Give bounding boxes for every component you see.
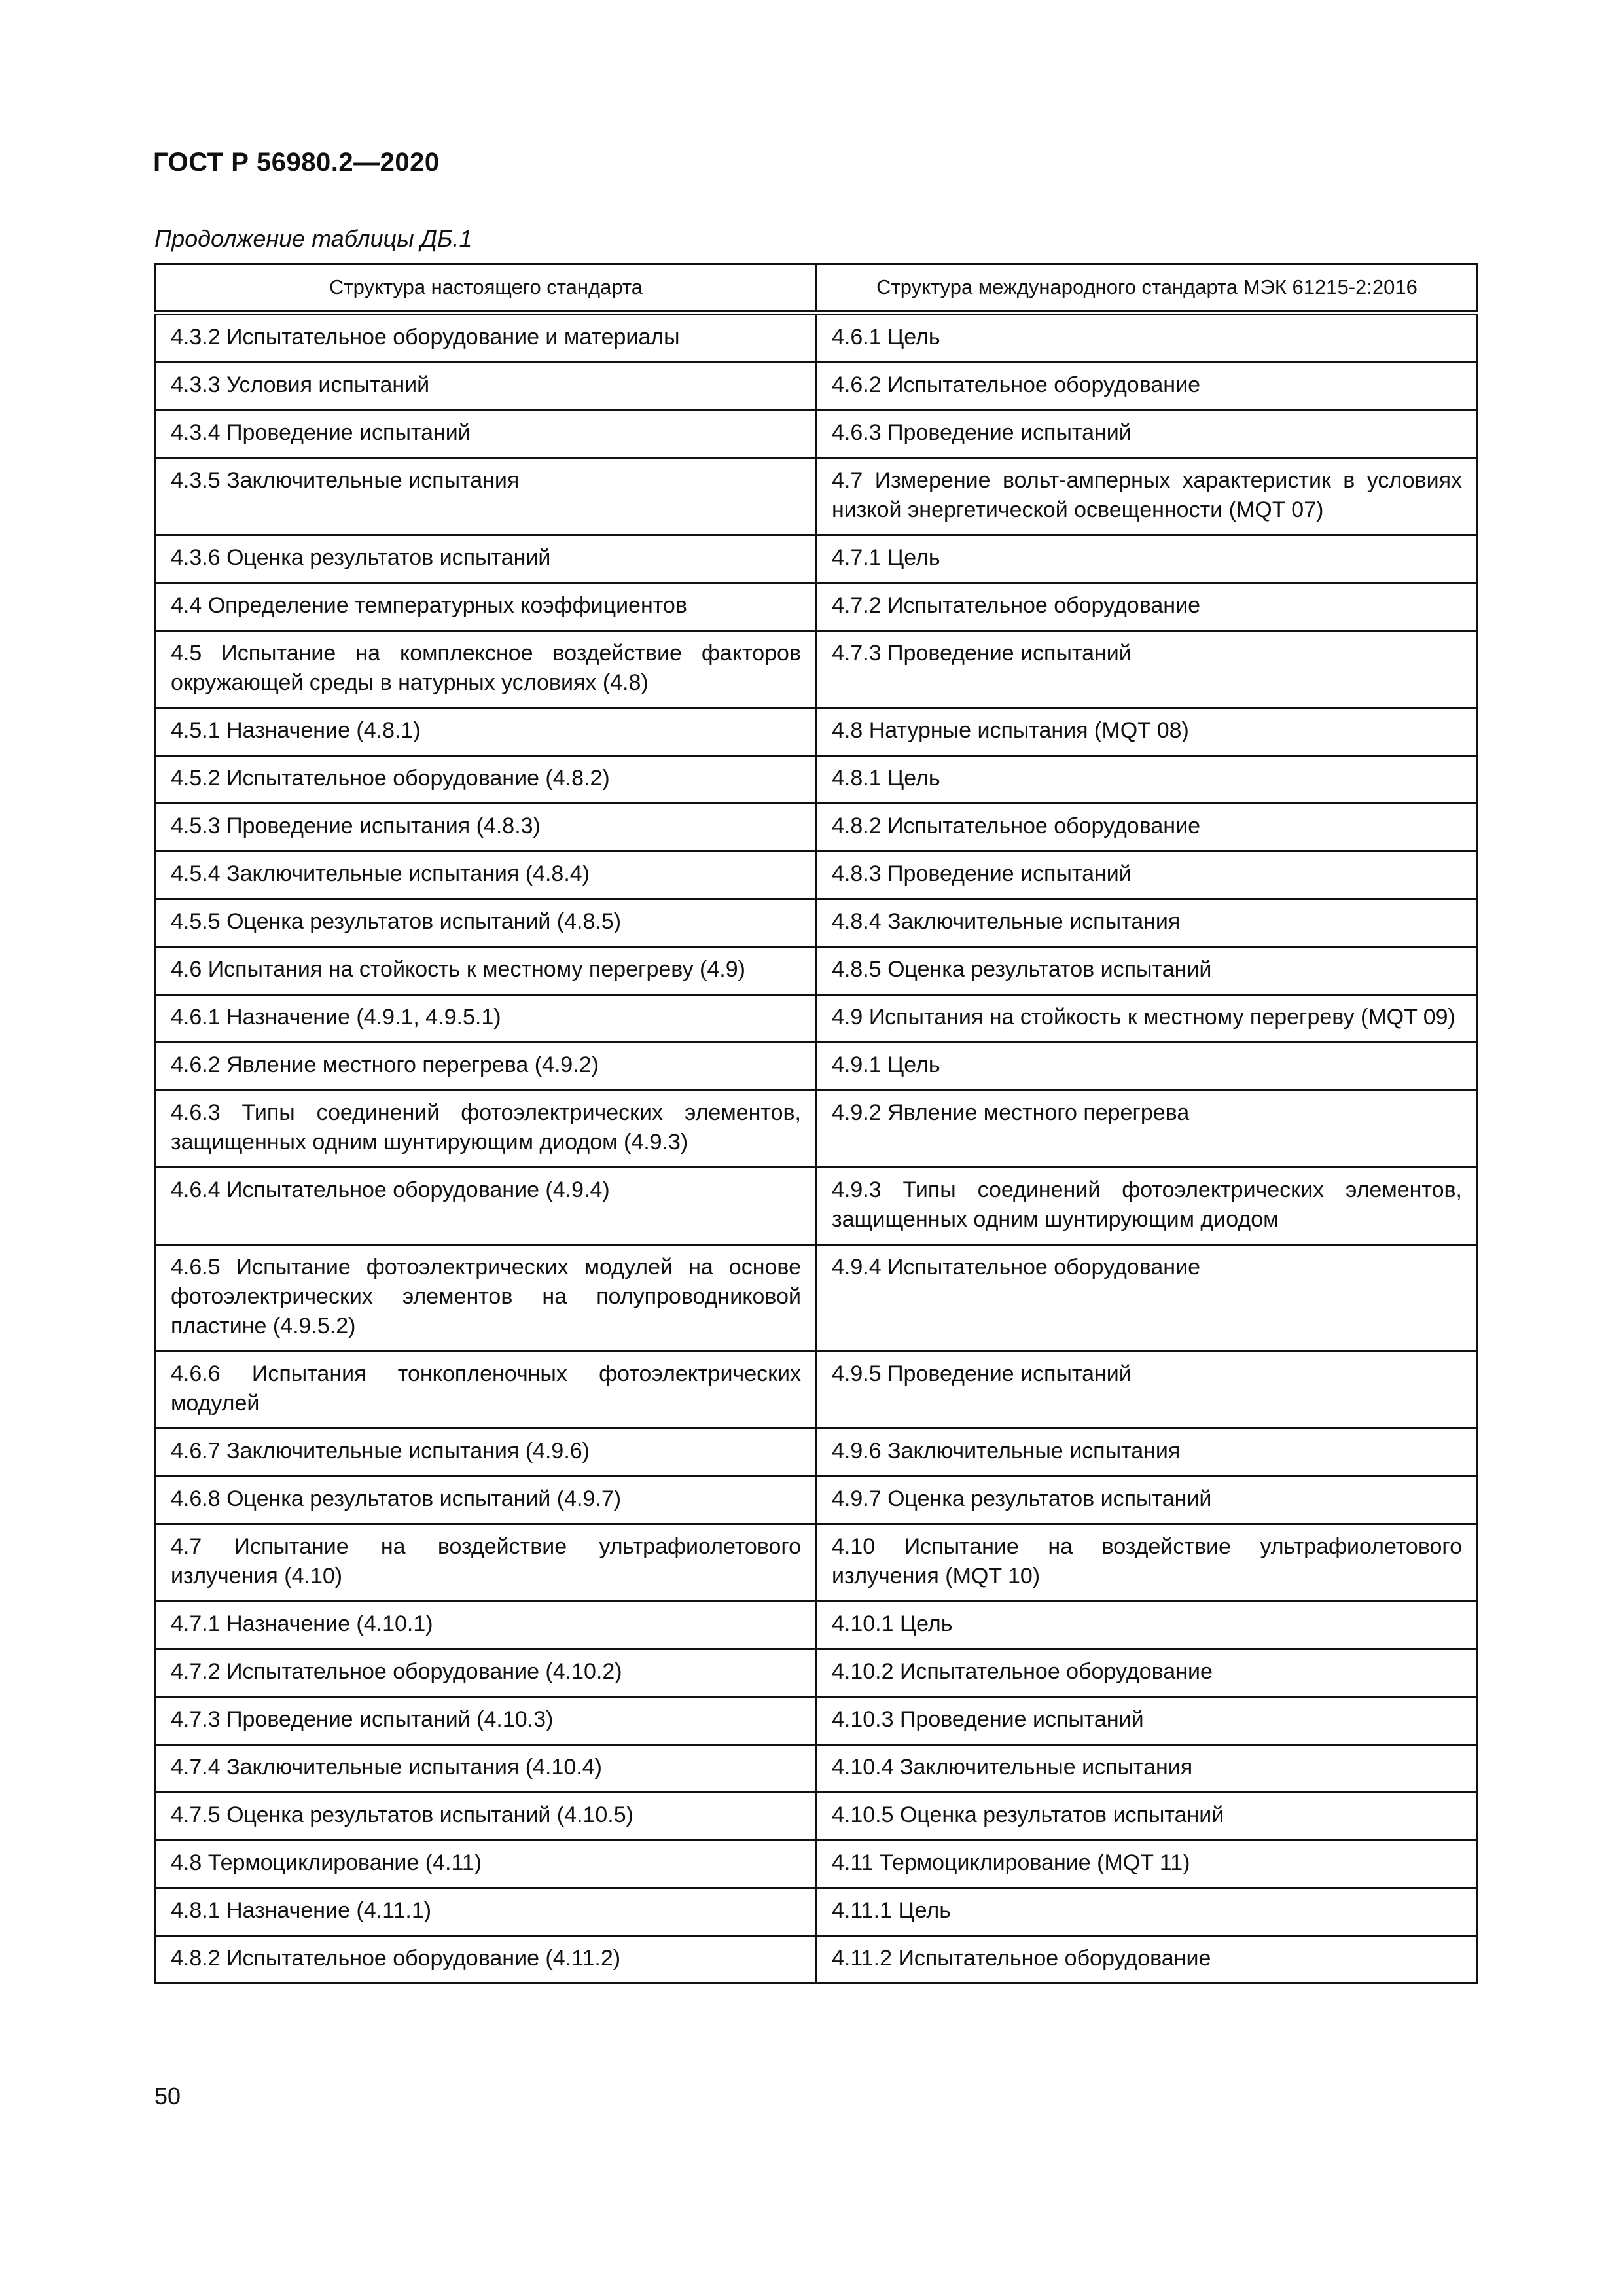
international-section-cell: 4.8.5 Оценка результатов испытаний [817, 947, 1478, 995]
international-section-cell: 4.10 Испытание на воздействие ультрафиолетового излучения (MQT 10) [817, 1524, 1478, 1602]
national-section-cell: 4.6.6 Испытания тонкопленочных фотоэлектрических модулей [156, 1352, 817, 1429]
international-section-cell: 4.9.3 Типы соединений фотоэлектрических элементов, защищенных одним шунтирующим диодом [817, 1168, 1478, 1245]
international-section-cell: 4.8.3 Проведение испытаний [817, 852, 1478, 899]
national-section-cell: 4.7 Испытание на воздействие ультрафиолетового излучения (4.10) [156, 1524, 817, 1602]
table-row [156, 1888, 1478, 1936]
table-row [156, 1168, 1478, 1245]
international-section-cell: 4.8 Натурные испытания (MQT 08) [817, 708, 1478, 756]
national-section-cell: 4.8 Термоциклирование (4.11) [156, 1840, 817, 1888]
national-section-cell: 4.3.2 Испытательное оборудование и материалы [156, 313, 817, 363]
national-section-cell: 4.6.8 Оценка результатов испытаний (4.9.7) [156, 1477, 817, 1524]
national-section-cell: 4.3.4 Проведение испытаний [156, 410, 817, 458]
table-row [156, 1840, 1478, 1888]
national-section-cell: 4.8.2 Испытательное оборудование (4.11.2) [156, 1936, 817, 1984]
table-row [156, 583, 1478, 631]
international-section-cell: 4.10.5 Оценка результатов испытаний [817, 1793, 1478, 1840]
table-body [156, 313, 1478, 1984]
national-section-cell: 4.3.3 Условия испытаний [156, 363, 817, 410]
international-section-cell: 4.9.1 Цель [817, 1043, 1478, 1090]
national-section-cell: 4.5.4 Заключительные испытания (4.8.4) [156, 852, 817, 899]
international-section-cell: 4.10.1 Цель [817, 1602, 1478, 1649]
table-row [156, 852, 1478, 899]
international-section-cell: 4.9.7 Оценка результатов испытаний [817, 1477, 1478, 1524]
national-section-cell: 4.6 Испытания на стойкость к местному перегреву (4.9) [156, 947, 817, 995]
table-row [156, 1602, 1478, 1649]
international-section-cell: 4.7 Измерение вольт-амперных характеристик в условиях низкой энергетической освещенности (MQT 07) [817, 458, 1478, 535]
table-row [156, 708, 1478, 756]
national-section-cell: 4.3.6 Оценка результатов испытаний [156, 535, 817, 583]
international-section-cell: 4.10.3 Проведение испытаний [817, 1697, 1478, 1745]
national-section-cell: 4.5.5 Оценка результатов испытаний (4.8.5) [156, 899, 817, 947]
international-section-cell: 4.8.1 Цель [817, 756, 1478, 804]
table-row [156, 1043, 1478, 1090]
international-section-cell: 4.6.2 Испытательное оборудование [817, 363, 1478, 410]
international-section-cell: 4.11.1 Цель [817, 1888, 1478, 1936]
table-row [156, 410, 1478, 458]
national-section-cell: 4.7.4 Заключительные испытания (4.10.4) [156, 1745, 817, 1793]
national-section-cell: 4.6.1 Назначение (4.9.1, 4.9.5.1) [156, 995, 817, 1043]
international-section-cell: 4.6.3 Проведение испытаний [817, 410, 1478, 458]
international-section-cell: 4.10.4 Заключительные испытания [817, 1745, 1478, 1793]
table-row [156, 1429, 1478, 1477]
international-section-cell: 4.9.2 Явление местного перегрева [817, 1090, 1478, 1168]
national-section-cell: 4.6.5 Испытание фотоэлектрических модулей на основе фотоэлектрических элементов на полупроводниковой пластине (4.9.5.2) [156, 1245, 817, 1352]
international-section-cell: 4.7.3 Проведение испытаний [817, 631, 1478, 708]
national-section-cell: 4.7.5 Оценка результатов испытаний (4.10.5) [156, 1793, 817, 1840]
national-section-cell: 4.7.2 Испытательное оборудование (4.10.2) [156, 1649, 817, 1697]
international-section-cell: 4.7.2 Испытательное оборудование [817, 583, 1478, 631]
national-section-cell: 4.3.5 Заключительные испытания [156, 458, 817, 535]
national-section-cell: 4.7.3 Проведение испытаний (4.10.3) [156, 1697, 817, 1745]
table-row [156, 1745, 1478, 1793]
document-code: ГОСТ Р 56980.2—2020 [153, 148, 440, 177]
national-section-cell: 4.6.7 Заключительные испытания (4.9.6) [156, 1429, 817, 1477]
table-row [156, 756, 1478, 804]
table-row [156, 363, 1478, 410]
national-section-cell: 4.6.4 Испытательное оборудование (4.9.4) [156, 1168, 817, 1245]
table-row [156, 1524, 1478, 1602]
comparison-table [154, 263, 1478, 1984]
national-section-cell: 4.6.3 Типы соединений фотоэлектрических элементов, защищенных одним шунтирующим диодом (4.9.3) [156, 1090, 817, 1168]
international-section-cell: 4.11 Термоциклирование (MQT 11) [817, 1840, 1478, 1888]
international-section-cell: 4.9.6 Заключительные испытания [817, 1429, 1478, 1477]
national-section-cell: 4.5.3 Проведение испытания (4.8.3) [156, 804, 817, 852]
table-row [156, 995, 1478, 1043]
national-section-cell: 4.5.1 Назначение (4.8.1) [156, 708, 817, 756]
national-section-cell: 4.4 Определение температурных коэффициентов [156, 583, 817, 631]
national-section-cell: 4.5.2 Испытательное оборудование (4.8.2) [156, 756, 817, 804]
international-section-cell: 4.9.4 Испытательное оборудование [817, 1245, 1478, 1352]
column-header-national: Структура настоящего стандарта [156, 264, 817, 313]
table-row [156, 1697, 1478, 1745]
national-section-cell: 4.5 Испытание на комплексное воздействие факторов окружающей среды в натурных условиях (4.8) [156, 631, 817, 708]
national-section-cell: 4.7.1 Назначение (4.10.1) [156, 1602, 817, 1649]
table-caption: Продолжение таблицы ДБ.1 [154, 225, 473, 252]
comparison-table-wrapper [154, 263, 1476, 1984]
table-header-row [156, 264, 1478, 313]
international-section-cell: 4.6.1 Цель [817, 313, 1478, 363]
table-row [156, 535, 1478, 583]
international-section-cell: 4.8.4 Заключительные испытания [817, 899, 1478, 947]
table-row [156, 313, 1478, 363]
table-row [156, 1793, 1478, 1840]
table-row [156, 631, 1478, 708]
national-section-cell: 4.8.1 Назначение (4.11.1) [156, 1888, 817, 1936]
international-section-cell: 4.7.1 Цель [817, 535, 1478, 583]
table-row [156, 1352, 1478, 1429]
international-section-cell: 4.10.2 Испытательное оборудование [817, 1649, 1478, 1697]
table-row [156, 458, 1478, 535]
international-section-cell: 4.11.2 Испытательное оборудование [817, 1936, 1478, 1984]
table-row [156, 1245, 1478, 1352]
national-section-cell: 4.6.2 Явление местного перегрева (4.9.2) [156, 1043, 817, 1090]
table-row [156, 947, 1478, 995]
international-section-cell: 4.9 Испытания на стойкость к местному перегреву (MQT 09) [817, 995, 1478, 1043]
table-row [156, 1936, 1478, 1984]
column-header-international: Структура международного стандарта МЭК 61215-2:2016 [817, 264, 1478, 313]
table-row [156, 1477, 1478, 1524]
table-row [156, 1090, 1478, 1168]
table-row [156, 899, 1478, 947]
page-number: 50 [154, 2083, 181, 2109]
table-row [156, 1649, 1478, 1697]
international-section-cell: 4.8.2 Испытательное оборудование [817, 804, 1478, 852]
international-section-cell: 4.9.5 Проведение испытаний [817, 1352, 1478, 1429]
table-row [156, 804, 1478, 852]
